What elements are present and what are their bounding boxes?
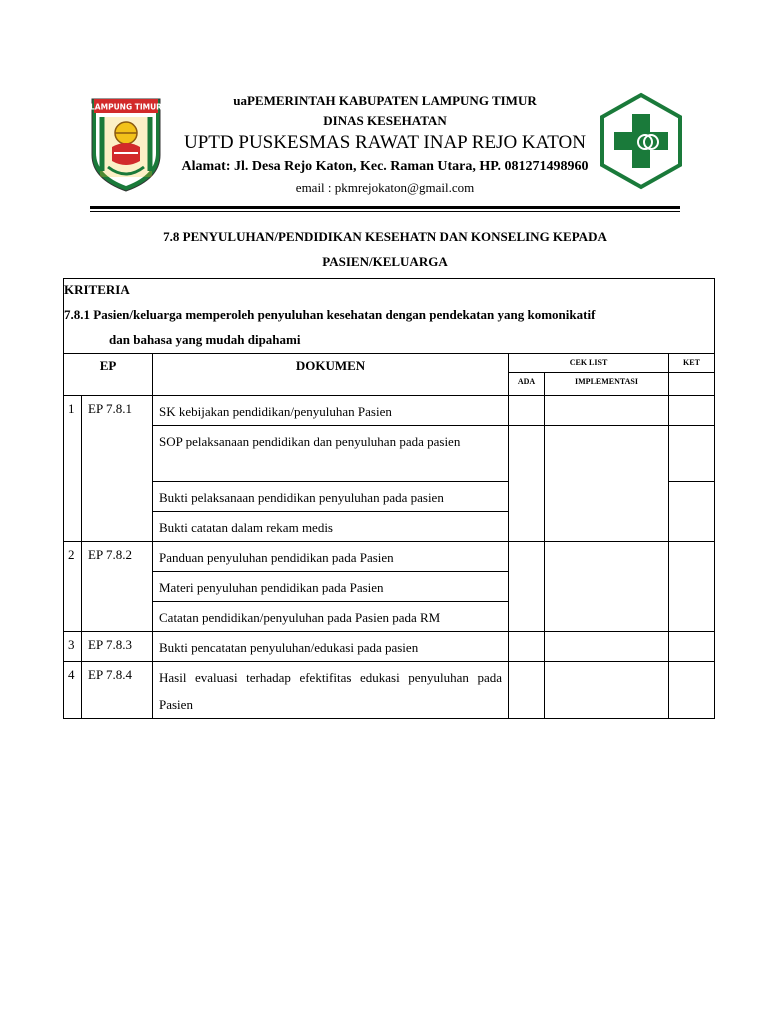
row-ep: EP 7.8.3 <box>82 632 153 662</box>
implementasi-cell[interactable] <box>545 542 669 632</box>
ada-cell[interactable] <box>509 396 545 426</box>
row-ep: EP 7.8.1 <box>82 396 153 542</box>
header-implementasi: IMPLEMENTASI <box>545 373 669 396</box>
header-ceklist: CEK LIST <box>509 354 669 373</box>
table-row <box>64 396 715 426</box>
header-ada: ADA <box>509 373 545 396</box>
document-subtitle: PASIEN/KELUARGA <box>322 254 448 269</box>
header-email: email : pkmrejokaton@gmail.com <box>295 180 475 195</box>
doc-item: Materi penyuluhan pendidikan pada Pasien <box>153 572 509 602</box>
table-row <box>64 632 715 662</box>
kriteria-text-cont: dan bahasa yang mudah dipahami <box>109 332 301 347</box>
doc-item: Catatan pendidikan/penyuluhan pada Pasien pada RM <box>153 602 509 632</box>
implementasi-cell[interactable] <box>545 396 669 426</box>
row-number: 1 <box>64 396 82 542</box>
doc-item: Bukti pencatatan penyuluhan/edukasi pada pasien <box>153 632 509 662</box>
table-row <box>64 662 715 719</box>
ket-cell[interactable] <box>669 542 715 632</box>
ket-cell[interactable] <box>669 632 715 662</box>
header-government: uaPEMERINTAH KABUPATEN LAMPUNG TIMUR <box>233 93 537 108</box>
header-divider-thin <box>90 211 680 212</box>
implementasi-cell[interactable] <box>545 426 669 542</box>
ket-cell[interactable] <box>669 662 715 719</box>
header-ket: KET <box>669 354 715 373</box>
doc-item: SK kebijakan pendidikan/penyuluhan Pasien <box>153 396 509 426</box>
row-ep: EP 7.8.4 <box>82 662 153 719</box>
row-ep: EP 7.8.2 <box>82 542 153 632</box>
header-divider-thick <box>90 206 680 209</box>
table-row <box>64 542 715 572</box>
ada-cell[interactable] <box>509 632 545 662</box>
logo-text: LAMPUNG TIMUR <box>90 102 162 112</box>
doc-item: Panduan penyuluhan pendidikan pada Pasien <box>153 542 509 572</box>
header-dokumen: DOKUMEN <box>153 354 509 396</box>
ada-cell[interactable] <box>509 426 545 542</box>
ket-cell[interactable] <box>669 426 715 482</box>
implementasi-cell[interactable] <box>545 632 669 662</box>
implementasi-cell[interactable] <box>545 662 669 719</box>
row-number: 2 <box>64 542 82 632</box>
kriteria-cell <box>64 279 715 354</box>
ada-cell[interactable] <box>509 662 545 719</box>
kriteria-text: 7.8.1 Pasien/keluarga memperoleh penyuluhan kesehatan dengan pendekatan yang komonikatif <box>64 307 596 322</box>
row-number: 3 <box>64 632 82 662</box>
header-ep: EP <box>64 354 153 396</box>
checklist-table <box>63 278 715 719</box>
kriteria-heading: KRITERIA <box>64 282 130 297</box>
doc-item: Bukti catatan dalam rekam medis <box>153 512 509 542</box>
doc-item: Hasil evaluasi terhadap efektifitas edukasi penyuluhan pada Pasien <box>153 662 509 719</box>
header-department: DINAS KESEHATAN <box>323 113 447 128</box>
doc-item: Bukti pelaksanaan pendidikan penyuluhan pada pasien <box>153 482 509 512</box>
ada-cell[interactable] <box>509 542 545 632</box>
row-number: 4 <box>64 662 82 719</box>
header-ket-blank <box>669 373 715 396</box>
document-title: 7.8 PENYULUHAN/PENDIDIKAN KESEHATN DAN KONSELING KEPADA <box>163 229 607 244</box>
doc-item: SOP pelaksanaan pendidikan dan penyuluhan pada pasien <box>153 426 509 482</box>
header-address: Alamat: Jl. Desa Rejo Katon, Kec. Raman Utara, HP. 081271498960 <box>181 159 589 174</box>
ket-cell[interactable] <box>669 482 715 542</box>
ket-cell[interactable] <box>669 396 715 426</box>
header-institution: UPTD PUSKESMAS RAWAT INAP REJO KATON <box>184 132 586 153</box>
